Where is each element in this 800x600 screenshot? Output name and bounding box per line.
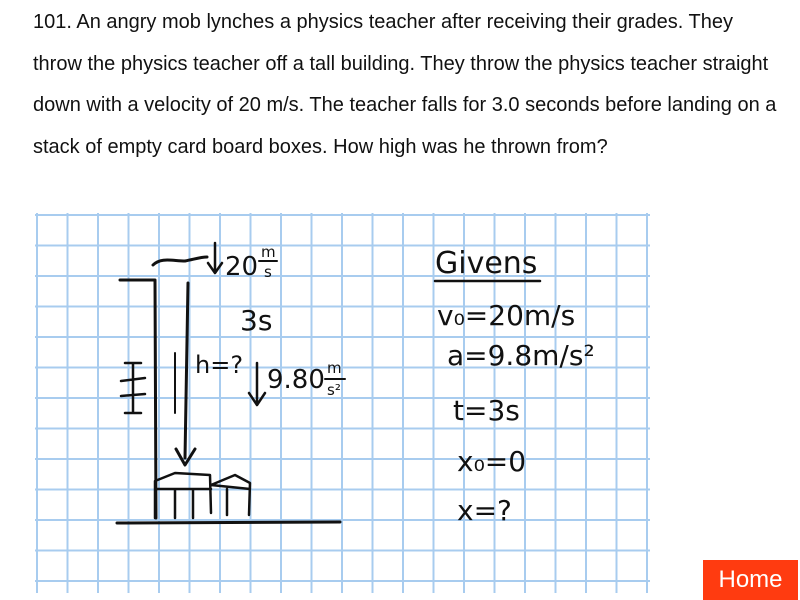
velocity-unit-numerator: m	[261, 243, 276, 261]
time-value: 3s	[240, 304, 273, 337]
acceleration-value: 9.80	[267, 365, 325, 395]
fall-arrow	[176, 283, 195, 465]
sketch-canvas	[35, 213, 650, 593]
height-unknown: h=?	[195, 351, 244, 379]
given-acceleration: a=9.8m/s²	[447, 339, 595, 372]
initial-velocity-value: 20	[225, 252, 259, 282]
graph-grid	[35, 213, 650, 593]
acceleration-unit-numerator: m	[327, 359, 342, 377]
given-initial-velocity: v₀=20m/s	[437, 299, 576, 332]
given-time: t=3s	[453, 394, 520, 427]
acceleration-unit-denominator: s²	[327, 381, 341, 399]
given-unknown-position: x=?	[457, 494, 512, 527]
building-height-bracket	[121, 363, 145, 413]
throw-marker	[153, 257, 207, 265]
graph-paper-sketch	[35, 213, 650, 593]
boxes-drawing	[155, 473, 250, 518]
given-initial-position: x₀=0	[457, 445, 527, 478]
givens-title: Givens	[435, 246, 538, 281]
home-button[interactable]: Home	[703, 560, 798, 600]
problem-text: 101. An angry mob lynches a physics teacher after receiving their grades. They throw the physics teacher off a tall building. They throw the physics teacher straight down with a velocity of 20 m/s. The teacher falls for 3.0 seconds before landing on a stack of empty card board boxes. How high was he thrown from?	[33, 11, 777, 158]
velocity-unit-denominator: s	[264, 263, 272, 281]
ground-line	[117, 522, 340, 523]
